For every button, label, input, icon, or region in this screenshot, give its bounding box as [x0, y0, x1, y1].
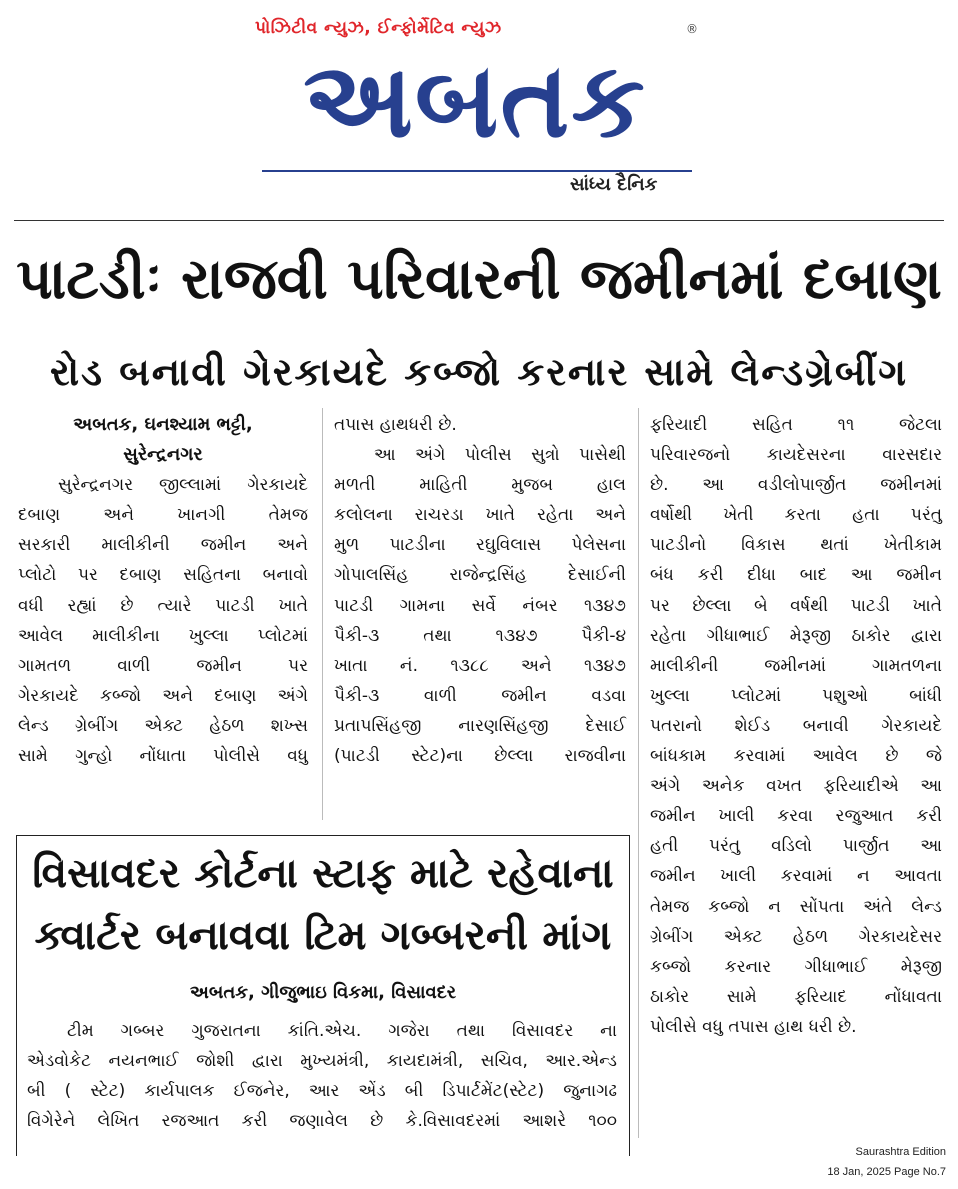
text-line: જમીન ખાલી કરવા રજુઆત કરી — [650, 806, 942, 827]
text-line: વર્ષોથી ખેતી કરતા હતા પરંતુ — [650, 505, 942, 526]
text-line: ગ્રેબીંગ એક્ટ હેઠળ ગેરકાયદેસર — [650, 926, 942, 947]
text-line: હતી પરંતુ વડિલો પાર્જીત આ — [650, 836, 942, 857]
text-line: ખાતા નં. ૧૩૮૮ અને ૧૩૪૭ — [334, 655, 626, 676]
edition-type: સાંધ્ય દૈનિક — [570, 174, 658, 195]
masthead-logo — [255, 40, 695, 160]
logo-underline — [262, 170, 692, 172]
story1-subhead: રોડ બનાવી ગેરકાયદે કબ્જો કરનાર સામે લેન્ડગ્રેબીંગ — [50, 350, 908, 394]
text-line: આ અંગે પોલીસ સુત્રો પાસેથી — [374, 445, 626, 466]
registered-mark: ® — [686, 22, 698, 36]
text-line: રહેતા ગીધાભાઈ મેરૂજી ઠાકોર દ્વારા — [650, 625, 942, 646]
text-line: ગોપાલસિંહ રાજેન્દ્રસિંહ દેસાઈની — [334, 565, 626, 586]
text-line: તપાસ હાથધરી છે. — [334, 415, 457, 435]
text-line: જમીન ખાલી કરવામાં ન આવતા — [650, 866, 942, 887]
text-line: પતરાનો શેઈડ બનાવી ગેરકાયદે — [650, 715, 942, 736]
text-line: બાંધકામ કરવામાં આવેલ છે જે — [650, 746, 942, 767]
text-line: ટીમ ગબ્બર ગુજરાતના કાંતિ.એચ. ગજેરા તથા વિસાવદર ના — [67, 1021, 617, 1041]
text-line: મુળ પાટડીના રઘુવિલાસ પેલેસના — [334, 535, 626, 556]
text-line: પૈકી-૩ તથા ૧૩૪૭ પૈકી-૪ — [334, 625, 626, 646]
column-divider — [638, 408, 639, 1138]
edition-label: Saurashtra Edition — [855, 1146, 946, 1158]
story1-headline: પાટડીઃ રાજવી પરિવારની જમીનમાં દબાણ — [16, 247, 942, 312]
text-line: તેમજ કબ્જો ન સોંપતા અંતે લેન્ડ — [650, 896, 942, 917]
text-line: લેન્ડ ગ્રેબીંગ એક્ટ હેઠળ શખ્સ — [18, 715, 308, 736]
text-line: એડવોકેટ નયનભાઈ જોશી દ્વારા મુખ્યમંત્રી, કાયદામંત્રી, સચિવ, આર.એન્ડ — [27, 1051, 617, 1072]
text-line: માલીકીની જમીનમાં ગામતળના — [650, 655, 942, 676]
text-line: ઠાકોર સામે ફરિયાદ નોંધાવતા — [650, 986, 942, 1007]
text-line: ખુલ્લા પ્લોટમાં પશુઓ બાંધી — [650, 685, 942, 706]
story2-box — [16, 835, 630, 1156]
logo-wordmark: અબતક — [303, 39, 647, 161]
text-line: બંધ કરી દીધા બાદ આ જમીન — [650, 565, 942, 586]
text-line: આવેલ માલીકીના ખુલ્લા પ્લોટમાં — [18, 625, 308, 646]
story1-column-2 — [334, 410, 626, 771]
text-line: ગેરકાયદે કબ્જો અને દબાણ અંગે — [18, 685, 308, 706]
text-line: વિગેરેને લેખિત રજઆત કરી જણાવેલ છે કે.વિસાવદરમાં આશરે ૧૦૦ — [27, 1111, 617, 1132]
masthead-divider — [14, 220, 944, 221]
story2-body — [27, 1016, 617, 1136]
page-info: 18 Jan, 2025 Page No.7 — [827, 1166, 946, 1178]
text-line: પર છેલ્લા બે વર્ષથી પાટડી ખાતે — [650, 595, 942, 616]
text-line: પ્લોટો પર દબાણ સહિતના બનાવો — [18, 565, 308, 586]
story1-column-3 — [650, 410, 942, 1042]
text-line: પાટડી ગામના સર્વે નંબર ૧૩૪૭ — [334, 595, 626, 616]
text-line: વધી રહ્યાં છે ત્યારે પાટડી ખાતે — [18, 595, 308, 616]
text-line: બી ( સ્ટેટ) કાર્યપાલક ઈજનેર, આર એંડ બી ડિપાર્ટમેંટ(સ્ટેટ) જુનાગઢ — [27, 1081, 617, 1102]
text-line: સામે ગુન્હો નોંધાતા પોલીસે વધુ — [18, 746, 308, 767]
text-line: પરિવારજનો કાયદેસરના વારસદાર — [650, 445, 942, 466]
text-line: મળતી માહિતી મુજબ હાલ — [334, 475, 626, 496]
text-line: પ્રતાપસિંહજી નારણસિંહજી દેસાઈ — [334, 715, 626, 736]
text-line: ફરિયાદી સહિત ૧૧ જેટલા — [650, 415, 942, 435]
masthead-tagline: પોઝિટીવ ન્યુઝ, ઈન્ફોર્મેટિવ ન્યુઝ — [255, 18, 502, 38]
text-line: પૈકી-૩ વાળી જમીન વડવા — [334, 685, 626, 706]
story2-byline: અબતક, ગીજુભાઇ વિકમા, વિસાવદર — [189, 982, 457, 1003]
text-line: પોલીસે વધુ તપાસ હાથ ધરી છે. — [650, 1016, 857, 1037]
text-line: અંગે અનેક વખત ફરિયાદીએ આ — [650, 776, 942, 797]
story2-headline-line-2: ક્વાર્ટર બનાવવા ટિમ ગબ્બરની માંગ — [34, 911, 612, 959]
story1-column-1 — [18, 410, 308, 771]
text-line: પાટડીનો વિકાસ થતાં ખેતીકામ — [650, 535, 942, 556]
text-line: કબ્જો કરનાર ગીધાભાઈ મેરૂજી — [650, 956, 942, 977]
text-line: છે. આ વડીલોપાર્જીત જમીનમાં — [650, 475, 942, 496]
text-line: સુરેન્દ્રનગર જીલ્લામાં ગેરકાયદે — [58, 475, 308, 496]
story1-byline-name: અબતક, ઘનશ્યામ ભટ્ટી, — [73, 414, 253, 435]
text-line: ગામતળ વાળી જમીન પર — [18, 655, 308, 676]
story2-headline-line-1: વિસાવદર કોર્ટના સ્ટાફ માટે રહેવાના — [32, 849, 614, 897]
text-line: (પાટડી સ્ટેટ)ના છેલ્લા રાજવીના — [334, 746, 626, 767]
text-line: સરકારી માલીકીની જમીન અને — [18, 535, 308, 556]
column-divider — [322, 408, 323, 820]
text-line: દબાણ અને ખાનગી તેમજ — [18, 505, 308, 526]
story2-headline — [17, 842, 629, 966]
text-line: કલોલના રાચરડા ખાતે રહેતા અને — [334, 505, 626, 526]
story1-byline-place: સુરેન્દ્રનગર — [123, 444, 203, 466]
